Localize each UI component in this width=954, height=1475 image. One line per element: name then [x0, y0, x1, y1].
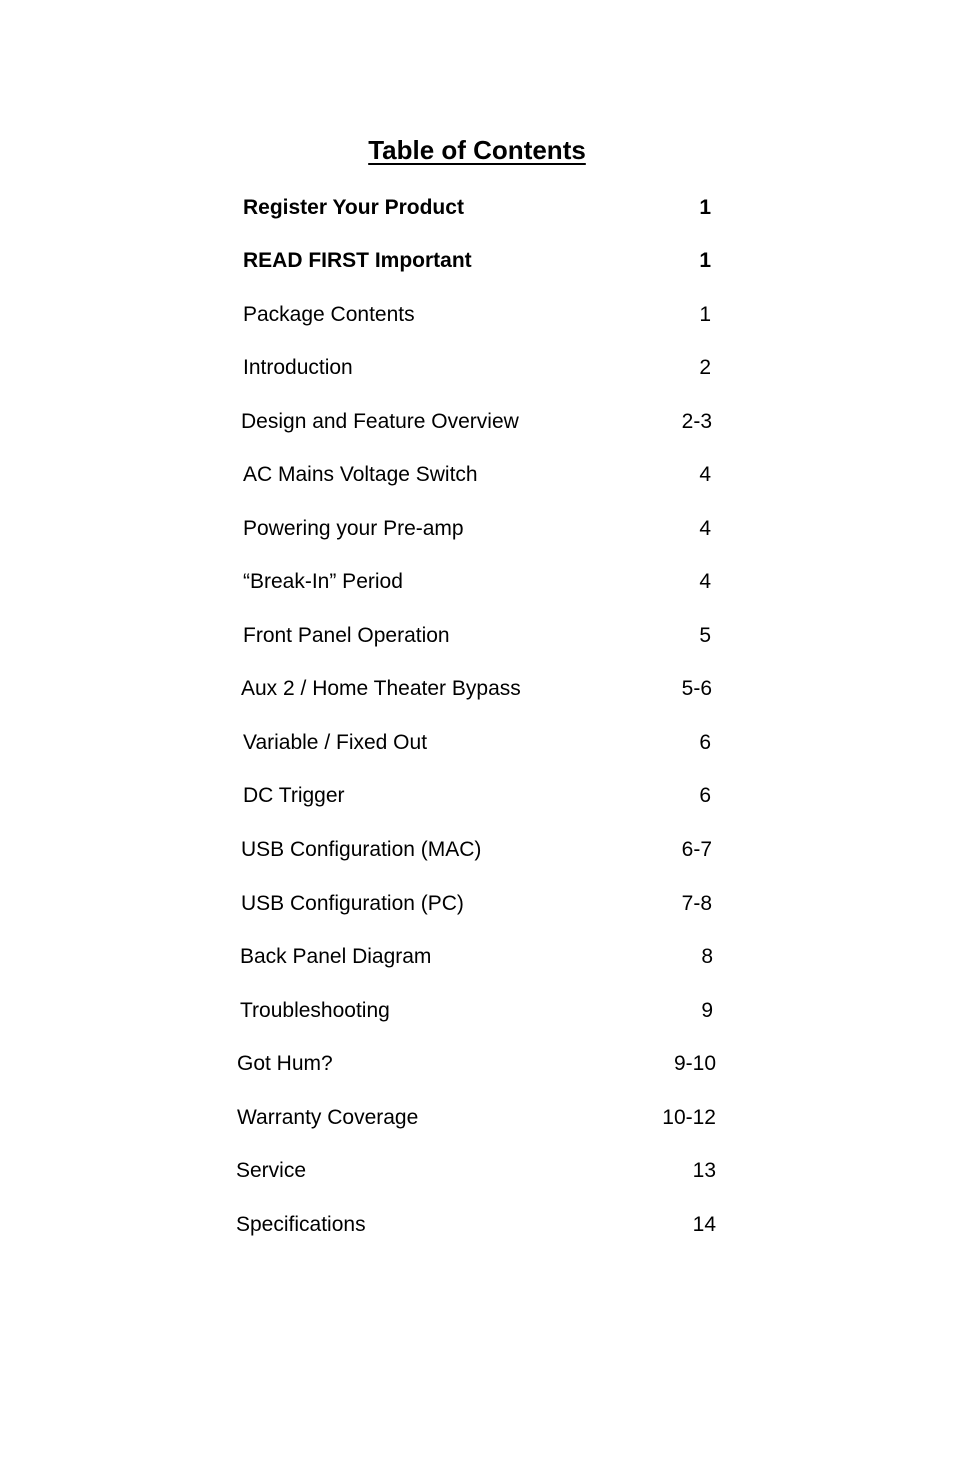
- toc-entry-page: 4: [699, 570, 711, 593]
- toc-entry: [243, 461, 711, 489]
- toc-entry-page: 4: [699, 463, 711, 486]
- toc-entry: [237, 1104, 716, 1132]
- toc-entry-page: 5: [699, 624, 711, 647]
- toc-entry: [243, 247, 711, 275]
- toc-entry-label: Variable / Fixed Out: [243, 731, 428, 754]
- toc-entry-label: USB Configuration (MAC): [241, 838, 482, 861]
- toc-entry-label: Warranty Coverage: [237, 1106, 419, 1129]
- toc-entry-page: 4: [699, 517, 711, 540]
- toc-entry-page: 5-6: [681, 677, 712, 700]
- toc-entry-page: 1: [699, 196, 711, 219]
- toc-entry: [240, 943, 713, 971]
- toc-entry: [236, 1211, 716, 1239]
- toc-entry: [243, 515, 711, 543]
- toc-entry-page: 10-12: [662, 1106, 716, 1129]
- toc-entry: [243, 568, 711, 596]
- toc-entry: [241, 890, 712, 918]
- toc-entry: [241, 675, 712, 703]
- page-title: Table of Contents: [368, 135, 586, 165]
- toc-entry-label: Aux 2 / Home Theater Bypass: [241, 677, 521, 700]
- toc-entry: [240, 997, 713, 1025]
- toc-entry-page: 14: [692, 1213, 716, 1236]
- toc-entry-label: Design and Feature Overview: [241, 410, 519, 433]
- toc-entry-label: USB Configuration (PC): [241, 892, 464, 915]
- toc-entry: [243, 194, 711, 222]
- toc-entry-label: READ FIRST Important: [243, 249, 472, 272]
- toc-entry-page: 2: [699, 356, 711, 379]
- toc-entry: [243, 301, 711, 329]
- toc-entry-label: Got Hum?: [237, 1052, 333, 1075]
- toc-entry: [241, 408, 712, 436]
- toc-entry: [237, 1050, 716, 1078]
- toc-entry-label: Package Contents: [243, 303, 415, 326]
- toc-entry-page: 8: [701, 945, 713, 968]
- toc-entry-page: 7-8: [681, 892, 712, 915]
- toc-entry: [236, 1157, 716, 1185]
- toc-entry-label: Specifications: [236, 1213, 366, 1236]
- toc-entry: [243, 729, 711, 757]
- toc-entry: [241, 836, 712, 864]
- toc-entry-page: 1: [699, 303, 711, 326]
- toc-entry-page: 9: [701, 999, 713, 1022]
- toc-entry: [243, 782, 711, 810]
- toc-entry-page: 2-3: [681, 410, 712, 433]
- toc-entry: [243, 354, 711, 382]
- toc-entry-label: Service: [236, 1159, 307, 1182]
- toc-entry-page: 6-7: [681, 838, 712, 861]
- toc-entry-label: DC Trigger: [243, 784, 345, 807]
- toc-entry-label: Register Your Product: [243, 196, 464, 219]
- toc-entry-page: 9-10: [673, 1052, 716, 1075]
- toc-entry-label: Front Panel Operation: [243, 624, 450, 647]
- toc-entry-label: Introduction: [243, 356, 353, 379]
- toc-entry-label: Troubleshooting: [240, 999, 390, 1022]
- toc-entry-page: 6: [699, 731, 711, 754]
- toc-entry-label: AC Mains Voltage Switch: [243, 463, 478, 486]
- toc-entry-label: “Break-In” Period: [243, 570, 403, 593]
- toc-entry-label: Back Panel Diagram: [240, 945, 432, 968]
- toc-entry: [243, 622, 711, 650]
- toc-entry-page: 1: [699, 249, 711, 272]
- toc-entry-page: 13: [692, 1159, 716, 1182]
- toc-entry-label: Powering your Pre-amp: [243, 517, 464, 540]
- toc-entry-page: 6: [699, 784, 711, 807]
